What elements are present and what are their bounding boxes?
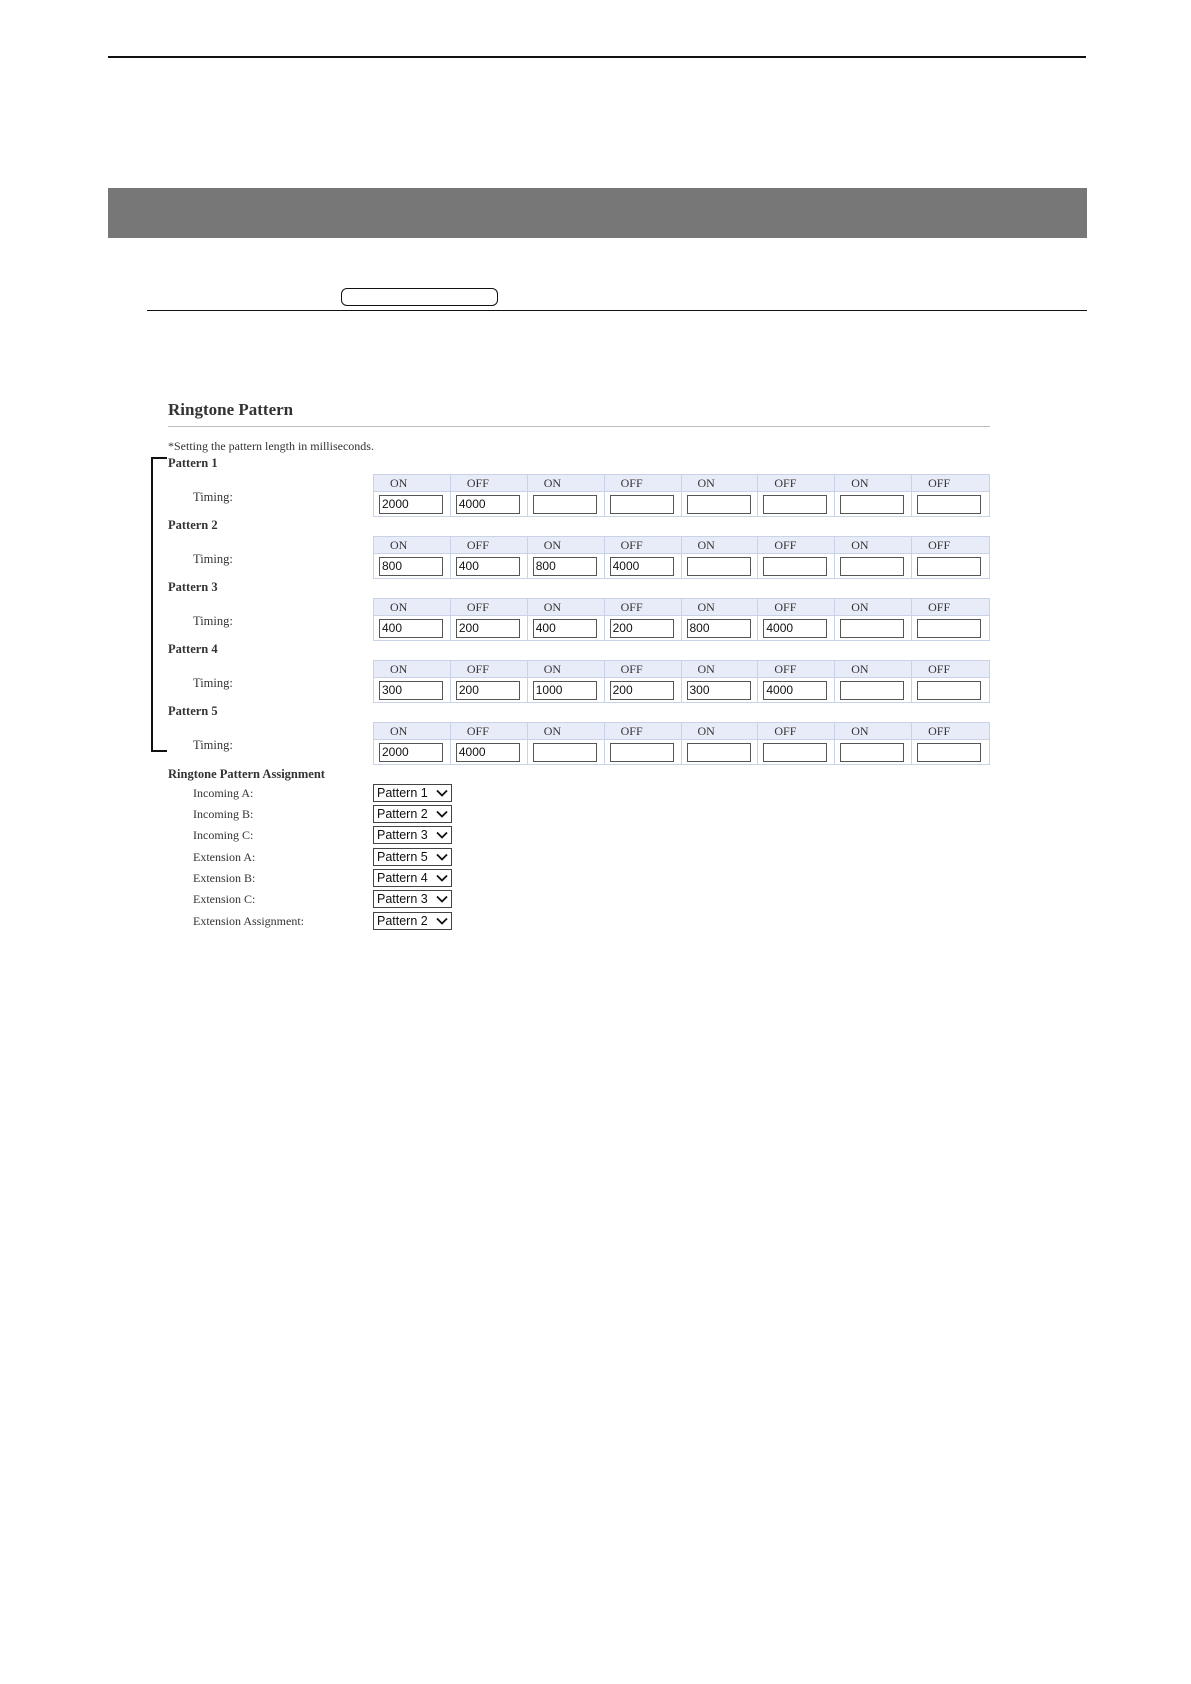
timing-cell [605,723,682,764]
timing-cell [912,723,989,764]
pattern-4-on-4-input[interactable] [840,681,904,700]
extension-assignment-select[interactable] [373,912,452,930]
on-header: ON [374,537,450,554]
incoming-a-select-value: Pattern 1 [377,786,428,800]
off-header: OFF [451,537,527,554]
pattern-3-label: Pattern 3 [168,580,218,594]
panel-title-rule [168,426,990,427]
timing-cell [835,599,912,640]
off-header: OFF [451,661,527,678]
on-header: ON [835,475,911,492]
off-header: OFF [605,475,681,492]
extension-b-select-value: Pattern 4 [377,871,428,885]
pattern-5-off-2-input[interactable] [610,743,674,762]
timing-cell [682,537,759,578]
on-header: ON [374,475,450,492]
timing-cell [758,599,835,640]
timing-cell [528,723,605,764]
timing-cell [528,599,605,640]
pattern-2-on-4-input[interactable] [840,557,904,576]
pattern-1-timing-grid [373,474,990,517]
off-header: OFF [912,599,989,616]
timing-cell [835,475,912,516]
extension-a-select[interactable] [373,848,452,866]
pattern-1-label: Pattern 1 [168,456,218,470]
off-header: OFF [912,475,989,492]
on-header: ON [528,599,604,616]
pattern-2-on-2-input[interactable] [533,557,597,576]
timing-cell [605,661,682,702]
chevron-down-icon [435,850,449,864]
pattern-3-on-2-input[interactable] [533,619,597,638]
timing-cell [758,661,835,702]
on-header: ON [528,661,604,678]
timing-cell [682,599,759,640]
extension-assignment-select-value: Pattern 2 [377,914,428,928]
on-header: ON [682,599,758,616]
timing-cell [912,599,989,640]
pattern-5-off-4-input[interactable] [917,743,981,762]
panel-title: Ringtone Pattern [168,400,294,419]
pattern-1-on-4-input[interactable] [840,495,904,514]
extension-c-select-value: Pattern 3 [377,892,428,906]
pattern-bracket [151,457,167,752]
pattern-3-off-2-input[interactable] [610,619,674,638]
off-header: OFF [605,661,681,678]
off-header: OFF [451,723,527,740]
timing-cell [605,599,682,640]
timing-cell [682,475,759,516]
incoming-a-label: Incoming A: [193,786,254,800]
assignment-title: Ringtone Pattern Assignment [168,767,325,781]
pattern-4-label: Pattern 4 [168,642,218,656]
off-header: OFF [758,537,834,554]
off-header: OFF [605,537,681,554]
off-header: OFF [912,661,989,678]
timing-cell [758,537,835,578]
pattern-2-off-1-input[interactable] [456,557,520,576]
on-header: ON [374,723,450,740]
timing-cell [758,723,835,764]
incoming-b-select[interactable] [373,805,452,823]
pattern-2-label: Pattern 2 [168,518,218,532]
pattern-3-on-1-input[interactable] [379,619,443,638]
timing-cell [605,475,682,516]
extension-a-label: Extension A: [193,850,256,864]
timing-cell [451,723,528,764]
on-header: ON [528,723,604,740]
page-header-rule [108,56,1086,58]
on-header: ON [682,723,758,740]
off-header: OFF [758,723,834,740]
incoming-b-label: Incoming B: [193,807,254,821]
on-header: ON [835,661,911,678]
pattern-3-on-4-input[interactable] [840,619,904,638]
on-header: ON [682,661,758,678]
off-header: OFF [605,599,681,616]
pattern-1-off-3-input[interactable] [763,495,827,514]
extension-b-label: Extension B: [193,871,256,885]
on-header: ON [528,475,604,492]
on-header: ON [835,537,911,554]
pattern-2-off-3-input[interactable] [763,557,827,576]
on-header: ON [682,475,758,492]
incoming-c-select-value: Pattern 3 [377,828,428,842]
timing-cell [374,475,451,516]
timing-cell [912,661,989,702]
pattern-1-timing-label: Timing: [193,490,233,504]
menu-path-box [341,288,498,306]
off-header: OFF [758,475,834,492]
off-header: OFF [758,661,834,678]
timing-cell [682,661,759,702]
off-header: OFF [451,599,527,616]
pattern-5-on-3-input[interactable] [687,743,751,762]
pattern-5-off-3-input[interactable] [763,743,827,762]
timing-cell [374,599,451,640]
pattern-3-timing-label: Timing: [193,614,233,628]
pattern-5-timing-grid [373,722,990,765]
pattern-1-off-1-input[interactable] [456,495,520,514]
pattern-1-off-2-input[interactable] [610,495,674,514]
on-header: ON [682,537,758,554]
off-header: OFF [605,723,681,740]
pattern-5-label: Pattern 5 [168,704,218,718]
chevron-down-icon [435,786,449,800]
timing-cell [528,537,605,578]
on-header: ON [374,599,450,616]
off-header: OFF [912,723,989,740]
extension-b-select[interactable] [373,869,452,887]
pattern-4-timing-grid [373,660,990,703]
pattern-1-on-3-input[interactable] [687,495,751,514]
on-header: ON [374,661,450,678]
pattern-3-off-3-input[interactable] [763,619,827,638]
pattern-4-off-1-input[interactable] [456,681,520,700]
timing-cell [758,475,835,516]
timing-cell [451,475,528,516]
pattern-5-timing-label: Timing: [193,738,233,752]
chevron-down-icon [435,871,449,885]
off-header: OFF [912,537,989,554]
incoming-c-label: Incoming C: [193,828,254,842]
extension-c-select[interactable] [373,890,452,908]
timing-cell [528,661,605,702]
pattern-5-on-2-input[interactable] [533,743,597,762]
chevron-down-icon [435,828,449,842]
pattern-2-off-2-input[interactable] [610,557,674,576]
incoming-c-select[interactable] [373,826,452,844]
pattern-1-off-4-input[interactable] [917,495,981,514]
incoming-b-select-value: Pattern 2 [377,807,428,821]
pattern-4-on-1-input[interactable] [379,681,443,700]
pattern-2-off-4-input[interactable] [917,557,981,576]
extension-assignment-label: Extension Assignment: [193,914,304,928]
timing-cell [374,723,451,764]
pattern-2-on-1-input[interactable] [379,557,443,576]
pattern-3-on-3-input[interactable] [687,619,751,638]
chevron-down-icon [435,892,449,906]
timing-cell [374,661,451,702]
pattern-5-on-1-input[interactable] [379,743,443,762]
pattern-3-off-4-input[interactable] [917,619,981,638]
on-header: ON [528,537,604,554]
section-header-band [108,188,1087,238]
extension-c-label: Extension C: [193,892,256,906]
pattern-1-on-2-input[interactable] [533,495,597,514]
extension-a-select-value: Pattern 5 [377,850,428,864]
pattern-4-timing-label: Timing: [193,676,233,690]
timing-cell [374,537,451,578]
on-header: ON [835,599,911,616]
pattern-2-timing-grid [373,536,990,579]
on-header: ON [835,723,911,740]
timing-cell [451,537,528,578]
timing-cell [451,599,528,640]
incoming-a-select[interactable] [373,784,452,802]
chevron-down-icon [435,807,449,821]
pattern-2-timing-label: Timing: [193,552,233,566]
pattern-5-off-1-input[interactable] [456,743,520,762]
timing-cell [835,661,912,702]
pattern-5-on-4-input[interactable] [840,743,904,762]
timing-cell [835,723,912,764]
pattern-3-timing-grid [373,598,990,641]
chevron-down-icon [435,914,449,928]
pattern-4-off-4-input[interactable] [917,681,981,700]
pattern-4-off-2-input[interactable] [610,681,674,700]
pattern-1-on-1-input[interactable] [379,495,443,514]
timing-cell [451,661,528,702]
timing-cell [528,475,605,516]
timing-cell [835,537,912,578]
timing-cell [605,537,682,578]
pattern-4-on-3-input[interactable] [687,681,751,700]
pattern-4-off-3-input[interactable] [763,681,827,700]
timing-cell [682,723,759,764]
length-note: *Setting the pattern length in milliseconds. [168,439,374,453]
subsection-rule [147,310,1087,311]
pattern-3-off-1-input[interactable] [456,619,520,638]
pattern-4-on-2-input[interactable] [533,681,597,700]
off-header: OFF [451,475,527,492]
timing-cell [912,537,989,578]
timing-cell [912,475,989,516]
pattern-2-on-3-input[interactable] [687,557,751,576]
off-header: OFF [758,599,834,616]
